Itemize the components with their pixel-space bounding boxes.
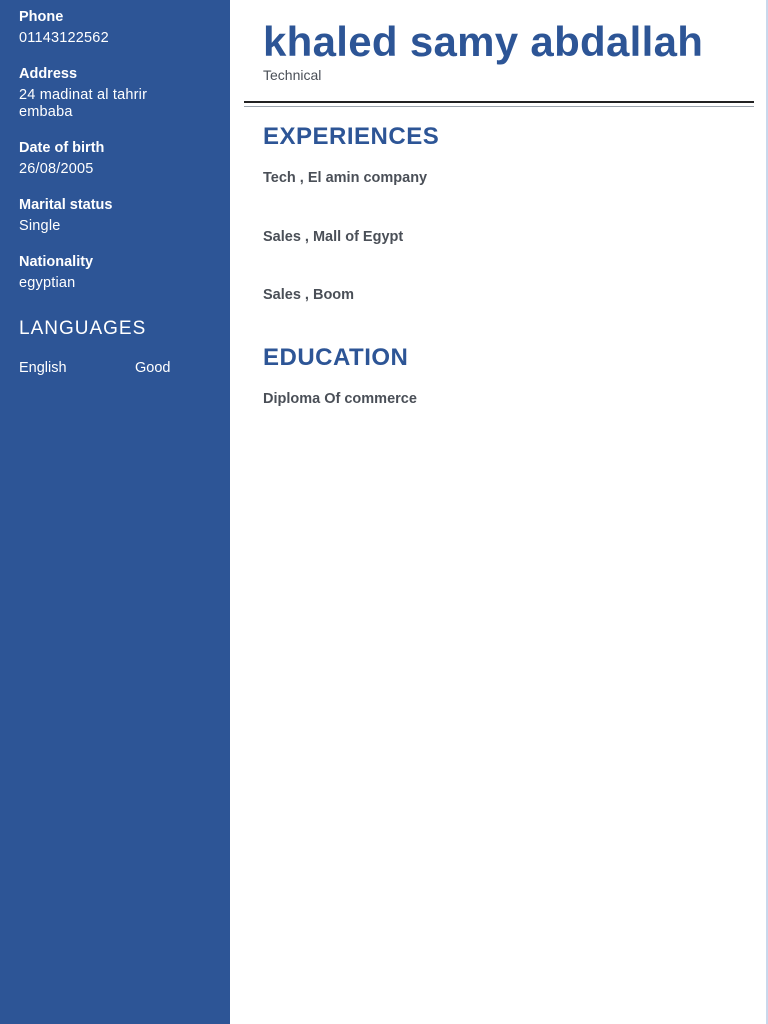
nationality-label: Nationality xyxy=(19,254,94,270)
language-name: English xyxy=(19,360,67,376)
phone-block xyxy=(19,9,219,47)
education-item: Diploma Of commerce xyxy=(263,391,417,407)
marital-value: Single xyxy=(19,218,61,234)
experience-item: Sales , Mall of Egypt xyxy=(263,229,404,245)
nationality-value: egyptian xyxy=(19,275,76,291)
person-name: khaled samy abdallah xyxy=(263,18,704,65)
address-block xyxy=(19,66,219,121)
address-line-2: embaba xyxy=(19,104,73,120)
experience-item: Sales , Boom xyxy=(263,287,355,303)
dob-block xyxy=(19,140,219,178)
education-heading: EDUCATION xyxy=(263,344,409,371)
marital-label: Marital status xyxy=(19,197,113,213)
dob-label: Date of birth xyxy=(19,140,105,156)
marital-block xyxy=(19,197,219,235)
nationality-block xyxy=(19,254,219,292)
sidebar xyxy=(0,0,230,1024)
languages-heading: LANGUAGES xyxy=(19,318,147,339)
address-label: Address xyxy=(19,66,78,82)
experience-item: Tech , El amin company xyxy=(263,170,428,186)
dob-value: 26/08/2005 xyxy=(19,161,94,177)
experiences-heading: EXPERIENCES xyxy=(263,123,440,150)
language-level: Good xyxy=(135,360,171,376)
main-column xyxy=(230,0,768,1024)
header-divider xyxy=(244,101,754,107)
address-line-1: 24 madinat al tahrir xyxy=(19,87,148,103)
job-title: Technical xyxy=(263,67,322,83)
phone-value: 01143122562 xyxy=(19,30,109,46)
phone-label: Phone xyxy=(19,9,64,25)
